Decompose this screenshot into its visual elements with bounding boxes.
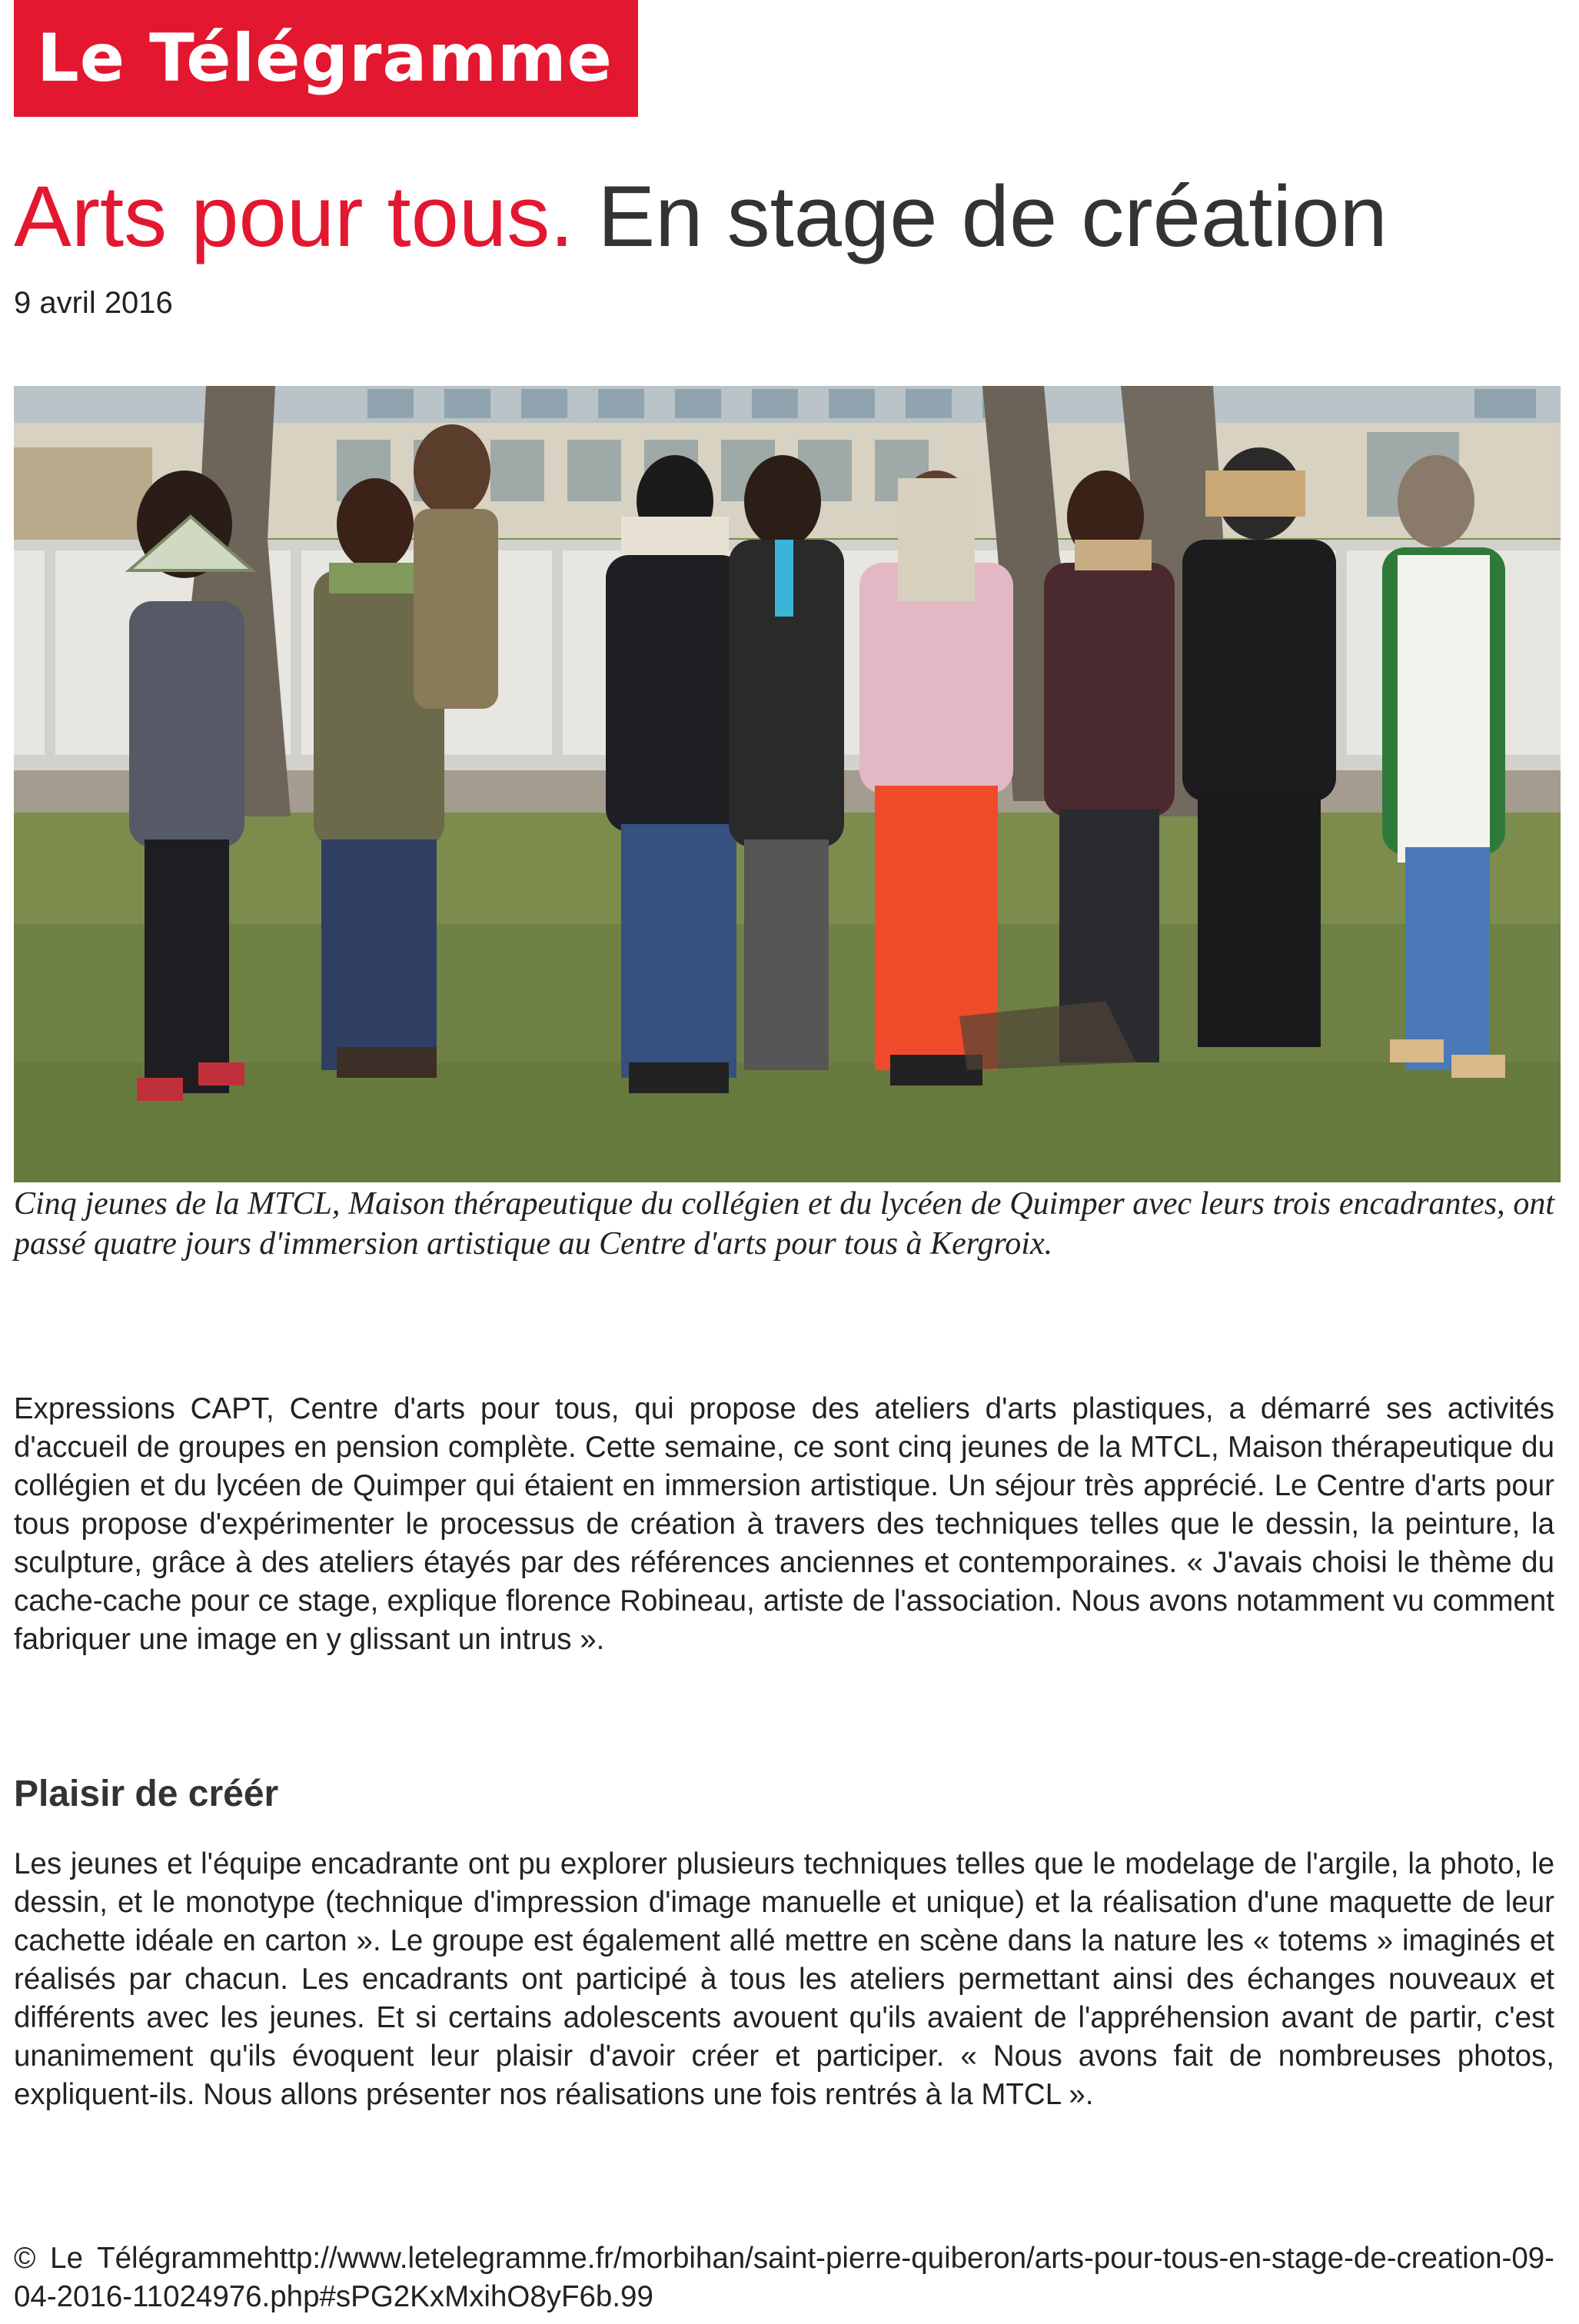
headline-kicker: Arts pour tous. <box>14 168 574 264</box>
photo-caption: Cinq jeunes de la MTCL, Maison thérapeutique du collégien et du lycéen de Quimper avec leurs trois encadrantes, ont passé quatre jours d'immersion artistique au Centre d'arts pour tous à Kergroix. <box>14 1186 1554 1262</box>
article-date: 9 avril 2016 <box>14 286 173 320</box>
article-photo <box>14 386 1561 1182</box>
article-paragraph: Les jeunes et l'équipe encadrante ont pu explorer plusieurs techniques telles que le modelage de l'argile, la photo, le dessin, et le monotype (technique d'impression d'image manuelle et unique) et la réalisation d'une maquette de leur cachette idéale en carton ». Le groupe est également allé mettre en scène dans la nature les « totems » imaginés et réalisés par chacun. Les encadrants ont participé à tous les ateliers permettant ainsi des échanges nouveaux et différents avec les jeunes. Et si certains adolescents avouent qu'ils avaient de l'appréhension avant de partir, c'est unanimement qu'ils évoquent leur plaisir d'avoir créer et participer. « Nous avons fait de nombreuses photos, expliquent-ils. Nous allons présenter nos réalisations une fois rentrés à la MTCL ». <box>14 1847 1554 2111</box>
article-headline <box>14 163 1388 271</box>
brand-name: Le Télégramme <box>37 20 613 97</box>
copyright-footer: © Le Télégrammehttp://www.letelegramme.fr/morbihan/saint-pierre-quiberon/arts-pour-tous-en-stage-de-creation-09-04-2016-11024976.php#sPG2KxMxihO8yF6b.99 <box>14 2242 1554 2313</box>
article-paragraph: Expressions CAPT, Centre d'arts pour tous, qui propose des ateliers d'arts plastiques, a démarré ses activités d'accueil de groupes en pension complète. Cette semaine, ce sont cinq jeunes de la MTCL, Maison thérapeutique du collégien et du lycéen de Quimper qui étaient en immersion artistique. Un séjour très apprécié. Le Centre d'arts pour tous propose d'expérimenter le processus de création à travers des techniques telles que le dessin, la peinture, la sculpture, grâce à des ateliers étayés par des références anciennes et contemporaines. « J'avais choisi le thème du cache-cache pour ce stage, explique florence Robineau, artiste de l'association. Nous avons notamment vu comment fabriquer une image en y glissant un intrus ». <box>14 1392 1554 1656</box>
headline-title: En stage de création <box>597 168 1388 264</box>
brand-logo <box>14 0 638 117</box>
article-subheading: Plaisir de créér <box>14 1774 279 1814</box>
